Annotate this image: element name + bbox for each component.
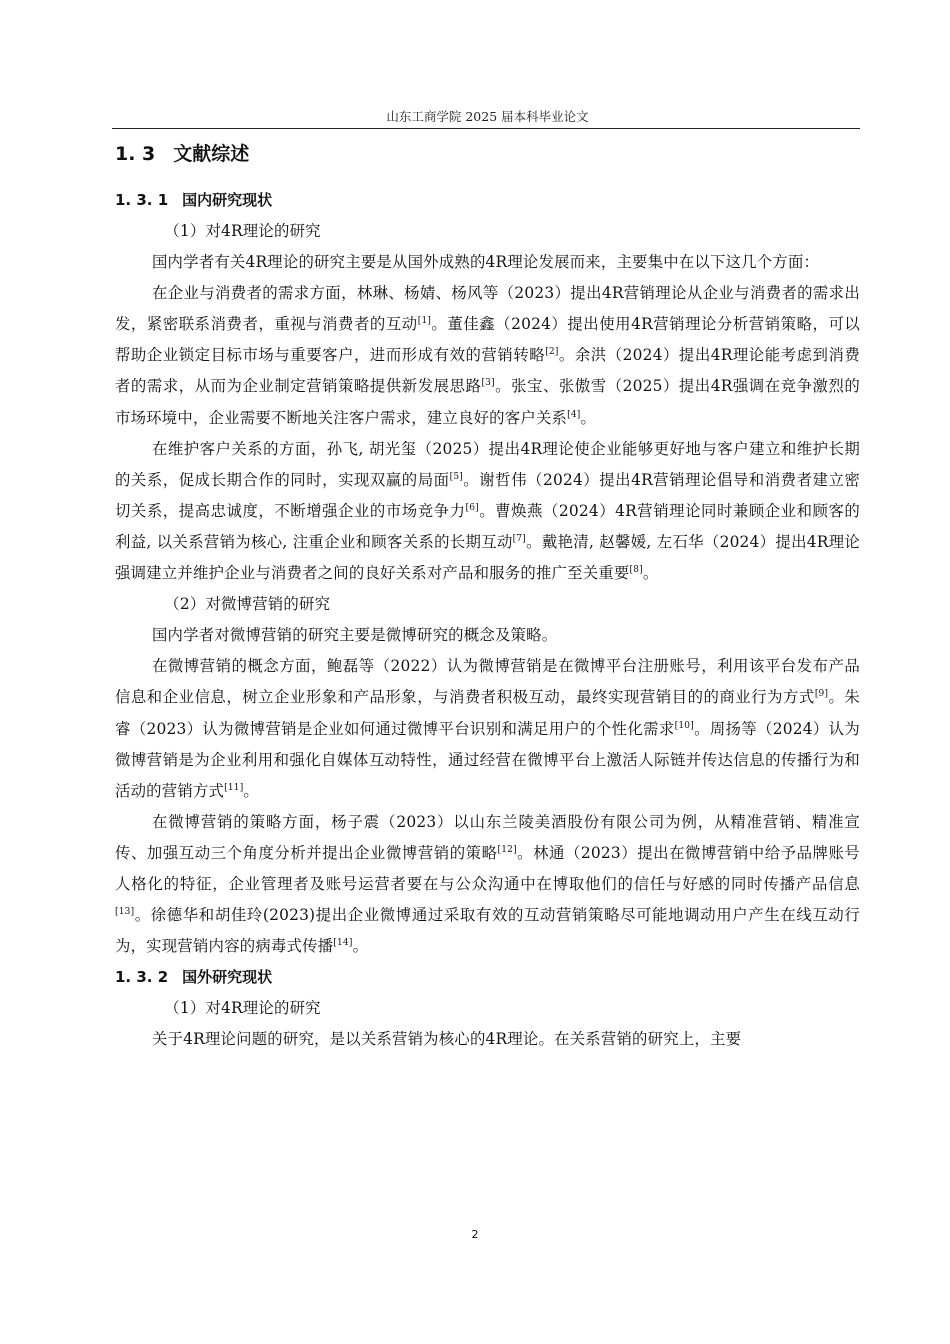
subsection-title: 国内研究现状 — [182, 191, 273, 209]
text-run: 。朱睿（2023）认为微博营销是企业如何通过微博平台识别和满足用户的个性化需求 — [115, 688, 860, 738]
paragraph-weibo-intro: 国内学者对微博营销的研究主要是微博研究的概念及策略。 — [151, 626, 558, 645]
subsection-number: 1. 3. 2 — [115, 968, 169, 987]
text-run: 。 — [580, 408, 597, 427]
subsection-heading-foreign — [115, 962, 860, 993]
citation: [9] — [814, 689, 829, 700]
section-title: 文献综述 — [173, 143, 250, 165]
text-run: 在微博营销的概念方面，鲍磊等（2022）认为微博营销是在微博平台注册账号，利用该平台发布产品信息和企业信息，树立企业形象和产品形象，与消费者积极互动，最终实现营销目的的商业行为方式 — [115, 657, 860, 707]
subsection-number: 1. 3. 1 — [115, 191, 169, 209]
subsection-title: 国外研究现状 — [182, 968, 273, 987]
paragraph-foreign-intro: 关于4R理论问题的研究，是以关系营销为核心的4R理论。在关系营销的研究上，主要 — [151, 1030, 742, 1049]
subsection-heading-domestic — [115, 185, 860, 216]
text-run: 。谢哲伟（2024）提出4R营销理论倡导和消费者建立密切关系，提高忠诚度，不断增强企业的市场竞争力 — [115, 470, 861, 520]
citation: [3] — [481, 378, 495, 389]
item-heading-4r-foreign: （1）对4R理论的研究 — [164, 999, 321, 1018]
text-run: 。戴艳清, 赵馨媛, 左石华（2024）提出4R理论强调建立并维护企业与消费者之间的良好关系对产品和服务的推广至关重要 — [115, 532, 860, 583]
text-run: 。 — [243, 781, 260, 800]
text-run: 。林通（2023）提出在微博营销中给予品牌账号人格化的特征，企业管理者及账号运营者要在与公众沟通中在博取他们的信任与好感的同时传播产品信息 — [115, 843, 860, 893]
paragraph-relationship — [115, 434, 860, 589]
text-run: 。徐德华和胡佳玲(2023)提出企业微博通过采取有效的互动营销策略尽可能地调动用户产生在线互动行为，实现营销内容的病毒式传播 — [115, 906, 860, 956]
citation: [5] — [449, 471, 463, 482]
text-run: 在维护客户关系的方面，孙飞, 胡光玺（2025）提出4R理论使企业能够更好地与客户建立和维护长期的关系，促成长期合作的同时，实现双赢的局面 — [115, 439, 860, 489]
citation: [6] — [465, 502, 479, 513]
citation: [14] — [333, 938, 353, 949]
citation: [7] — [512, 533, 527, 544]
citation: [13] — [115, 907, 135, 918]
item-heading-weibo: （2）对微博营销的研究 — [164, 595, 331, 614]
paragraph-weibo-concept — [115, 651, 860, 806]
citation: [12] — [497, 844, 517, 855]
page-body — [115, 140, 860, 1055]
text-run: 。周扬等（2024）认为微博营销是为企业利用和强化自媒体互动特性，通过经营在微博平台上激活人际链并传达信息的传播行为和活动的营销方式 — [115, 719, 860, 800]
paragraph-intro: 国内学者有关4R理论的研究主要是从国外成熟的4R理论发展而来，主要集中在以下这几个方面： — [151, 253, 820, 272]
running-header: 山东工商学院 2025 届本科毕业论文 — [386, 109, 589, 124]
citation: [4] — [567, 409, 581, 420]
text-run: 在微博营销的策略方面，杨子震（2023）以山东兰陵美酒股份有限公司为例，从精准营销、精准宣传、加强互动三个角度分析并提出企业微博营销的策略 — [115, 812, 860, 862]
section-number: 1. 3 — [115, 143, 156, 165]
text-run: 在企业与消费者的需求方面，林琳、杨婧、杨风等（2023）提出4R营销理论从企业与消费者的需求出发，紧密联系消费者，重视与消费者的互动 — [115, 284, 860, 334]
text-run: 。余洪（2024）提出4R理论能考虑到消费者的需求，从而为企业制定营销策略提供新发展思路 — [115, 346, 860, 396]
citation: [2] — [545, 347, 559, 358]
header-rule — [112, 128, 860, 129]
text-run: 。 — [642, 564, 659, 583]
paragraph-weibo-strategy — [115, 807, 860, 962]
section-heading — [115, 140, 860, 169]
page-number: 2 — [471, 1228, 479, 1241]
text-run: 。 — [352, 937, 369, 956]
text-run: 。曹焕燕（2024）4R营销理论同时兼顾企业和顾客的利益, 以关系营销为核心, 注重企业和顾客关系的长期互动 — [115, 501, 861, 551]
paragraph-demand — [115, 278, 860, 433]
citation: [10] — [674, 720, 694, 731]
text-run: 。张宝、张傲雪（2025）提出4R强调在竞争激烈的市场环境中，企业需要不断地关注客户需求，建立良好的客户关系 — [115, 377, 860, 427]
citation: [8] — [629, 565, 643, 576]
text-run: 。董佳鑫（2024）提出使用4R营销理论分析营销策略，可以帮助企业锁定目标市场与重要客户，进而形成有效的营销转略 — [115, 315, 860, 365]
item-heading-4r: （1）对4R理论的研究 — [164, 222, 321, 240]
citation: [1] — [417, 316, 432, 327]
citation: [11] — [224, 782, 244, 793]
